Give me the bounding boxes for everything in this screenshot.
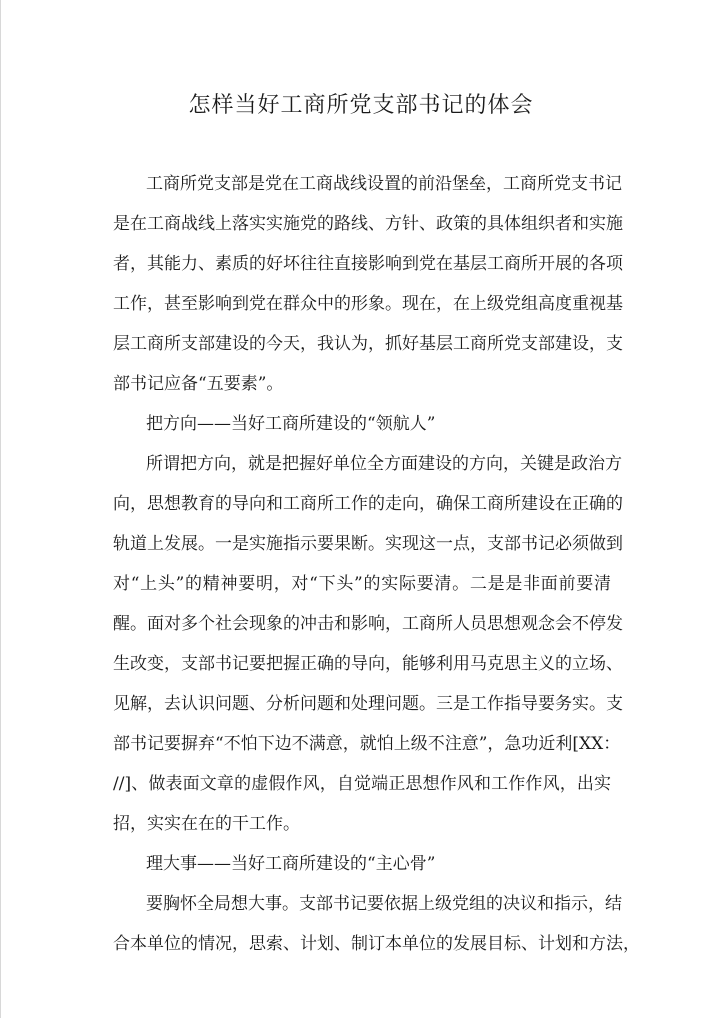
text-line: 向，思想教育的导向和工商所工作的走向，确保工商所建设在正确的 xyxy=(113,494,623,514)
text-line: 合本单位的情况，思索、计划、制订本单位的发展目标、计划和方法， xyxy=(113,934,640,954)
text-line: 所谓把方向，就是把握好单位全方面建设的方向，关键是政治方 xyxy=(146,454,622,474)
document-title: 怎样当好工商所党支部书记的体会 xyxy=(188,93,534,118)
text-line: 轨道上发展。一是实施指示要果断。实现这一点，支部书记必须做到 xyxy=(113,534,623,554)
section-heading: 把方向——当好工商所建设的“领航人” xyxy=(146,414,436,434)
text-line: 见解，去认识问题、分析问题和处理问题。三是工作指导要务实。支 xyxy=(113,694,623,714)
text-line: 要胸怀全局想大事。支部书记要依据上级党组的决议和指示，结 xyxy=(146,894,622,914)
text-line: 工作，甚至影响到党在群众中的形象。现在，在上级党组高度重视基 xyxy=(113,294,623,314)
text-line: 工商所党支部是党在工商战线设置的前沿堡垒，工商所党支书记 xyxy=(146,174,622,194)
section-heading: 理大事——当好工商所建设的“主心骨” xyxy=(146,854,436,874)
text-line: 部书记应备“五要素”。 xyxy=(113,374,284,394)
text-line: 部书记要摒弃“不怕下边不满意，就怕上级不注意”，急功近利[XX： xyxy=(113,734,621,754)
text-line: 层工商所支部建设的今天，我认为，抓好基层工商所党支部建设，支 xyxy=(113,334,623,354)
text-line: 者，其能力、素质的好坏往往直接影响到党在基层工商所开展的各项 xyxy=(113,254,623,274)
text-line: 是在工商战线上落实实施党的路线、方针、政策的具体组织者和实施 xyxy=(113,214,623,234)
text-line: 对“上头”的精神要明，对“下头”的实际要清。二是是非面前要清 xyxy=(113,574,611,594)
text-line: 招，实实在在的干工作。 xyxy=(113,814,300,834)
text-line: 生改变，支部书记要把握正确的导向，能够利用马克思主义的立场、 xyxy=(113,654,623,674)
text-line: 醒。面对多个社会现象的冲击和影响，工商所人员思想观念会不停发 xyxy=(113,614,623,634)
text-line: //]、做表面文章的虚假作风，自觉端正思想作风和工作作风，出实 xyxy=(113,774,611,794)
